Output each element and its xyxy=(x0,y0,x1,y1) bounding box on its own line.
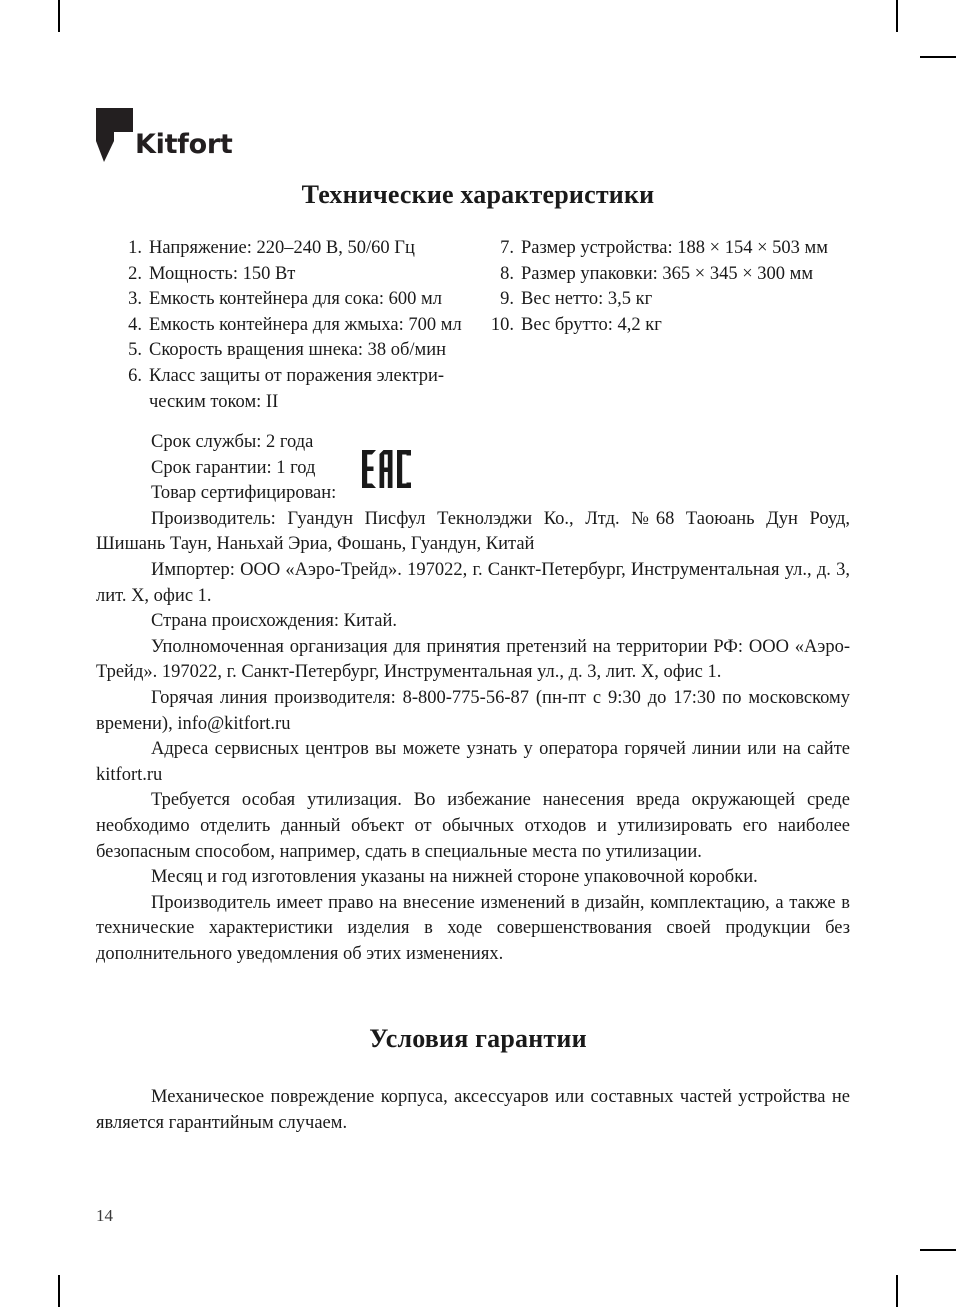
spec-item xyxy=(488,236,844,262)
crop-mark-top-left xyxy=(58,0,60,32)
spec-item xyxy=(488,313,844,339)
terms-lines xyxy=(151,430,850,507)
terms-block xyxy=(96,430,850,507)
manufacture-date-paragraph: Месяц и год изготовления указаны на нижней стороне упаковочной коробки. xyxy=(151,867,758,888)
service-centers-paragraph: Адреса сервисных центров вы можете узнать у оператора горячей линии или на сайте kitfort.ru xyxy=(96,739,850,785)
spec-item xyxy=(122,287,492,313)
spec-number: 8. xyxy=(500,263,514,284)
spec-text: Емкость контейнера для сока: 600 мл xyxy=(149,289,442,310)
hotline-paragraph: Горячая линия производителя: 8-800-775-56-87 (пн-пт с 9:30 до 17:30 по московскому времени), info@kitfort.ru xyxy=(96,687,850,734)
service-life-line: Срок службы: 2 года xyxy=(151,432,314,452)
spec-text: Размер упаковки: 365 × 345 × 300 мм xyxy=(521,263,814,284)
spec-number: 7. xyxy=(500,238,514,258)
spec-text-line-1: Класс защиты от поражения электри- xyxy=(149,365,445,386)
brand-wordmark: Kitfort xyxy=(135,129,233,160)
crop-mark-right-bottom xyxy=(920,1249,956,1251)
spec-text: Скорость вращения шнека: 38 об/мин xyxy=(149,340,447,361)
spec-text-line-2: ческим током: II xyxy=(149,391,279,412)
warranty-conditions-block xyxy=(96,1085,850,1136)
design-changes-paragraph: Производитель имеет право на внесение изменений в дизайн, комплектацию, а также в технические характеристики изделия в ходе совершенствования своей продукции без дополнительного уведомления об этих изменениях. xyxy=(96,892,850,964)
page-number: 14 xyxy=(96,1206,113,1225)
spec-number: 6. xyxy=(128,365,142,386)
spec-text xyxy=(149,364,492,415)
spec-text: Емкость контейнера для жмыха: 700 мл xyxy=(149,314,462,335)
legal-information-block xyxy=(96,430,850,967)
brand-logo xyxy=(96,108,233,162)
crop-mark-right-top xyxy=(920,56,956,58)
eac-conformity-icon xyxy=(361,448,413,490)
spec-item xyxy=(122,338,492,364)
spec-text: Вес брутто: 4,2 кг xyxy=(521,314,662,335)
spec-number: 1. xyxy=(128,238,142,258)
spec-item xyxy=(122,364,492,415)
crop-mark-bottom-right xyxy=(896,1275,898,1307)
spec-number: 10. xyxy=(490,314,514,335)
country-of-origin-paragraph: Страна происхождения: Китай. xyxy=(151,611,397,632)
crop-mark-bottom-left xyxy=(58,1275,60,1307)
disposal-paragraph: Требуется особая утилизация. Во избежание нанесения вреда окружающей среде необходимо отделить данный объект от обычных отходов и утилизировать его наиболее безопасным способом, например, сдать в специальные места по утилизации. xyxy=(96,790,850,862)
spec-item xyxy=(122,236,492,262)
spec-text: Мощность: 150 Вт xyxy=(149,263,296,284)
warranty-period-line: Срок гарантии: 1 год xyxy=(151,457,316,478)
spec-number: 3. xyxy=(128,289,142,310)
authorized-organization-paragraph: Уполномоченная организация для принятия претензий на территории РФ: ООО «Аэро-Трейд». 197022, г. Санкт-Петербург, Инструментальная ул., д. 3, лит. Х, офис 1. xyxy=(96,636,850,683)
spec-item xyxy=(488,262,844,288)
spec-item xyxy=(122,313,492,339)
specifications-column-left xyxy=(122,236,492,415)
spec-item xyxy=(488,287,844,313)
spec-number: 2. xyxy=(128,263,142,284)
warranty-paragraph: Механическое повреждение корпуса, аксессуаров или составных частей устройства не является гарантийным случаем. xyxy=(96,1087,850,1133)
manufacturer-paragraph: Производитель: Гуандун Писфул Текнолэджи Ко., Лтд. №68 Таоюань Дун Роуд, Шишань Таун, Наньхай Эриа, Фошань, Гуандун, Китай xyxy=(96,508,850,555)
specifications-column-right xyxy=(488,236,844,338)
certified-line: Товар сертифицирован: xyxy=(151,483,337,504)
importer-paragraph: Импортер: ООО «Аэро-Трейд». 197022, г. Санкт-Петербург, Инструментальная ул., д. 3, лит. Х, офис 1. xyxy=(96,559,850,606)
spec-text: Размер устройства: 188 × 154 × 503 мм xyxy=(521,238,828,258)
kitfort-flag-icon xyxy=(96,108,133,162)
spec-number: 5. xyxy=(128,340,142,361)
spec-text: Вес нетто: 3,5 кг xyxy=(521,289,653,310)
spec-number: 4. xyxy=(128,314,142,335)
crop-mark-top-right xyxy=(896,0,898,32)
page-title-specifications: Технические характеристики xyxy=(301,180,655,209)
spec-text: Напряжение: 220–240 В, 50/60 Гц xyxy=(149,238,415,258)
spec-item xyxy=(122,262,492,288)
spec-number: 9. xyxy=(500,289,514,310)
page-title-warranty: Условия гарантии xyxy=(369,1024,587,1053)
